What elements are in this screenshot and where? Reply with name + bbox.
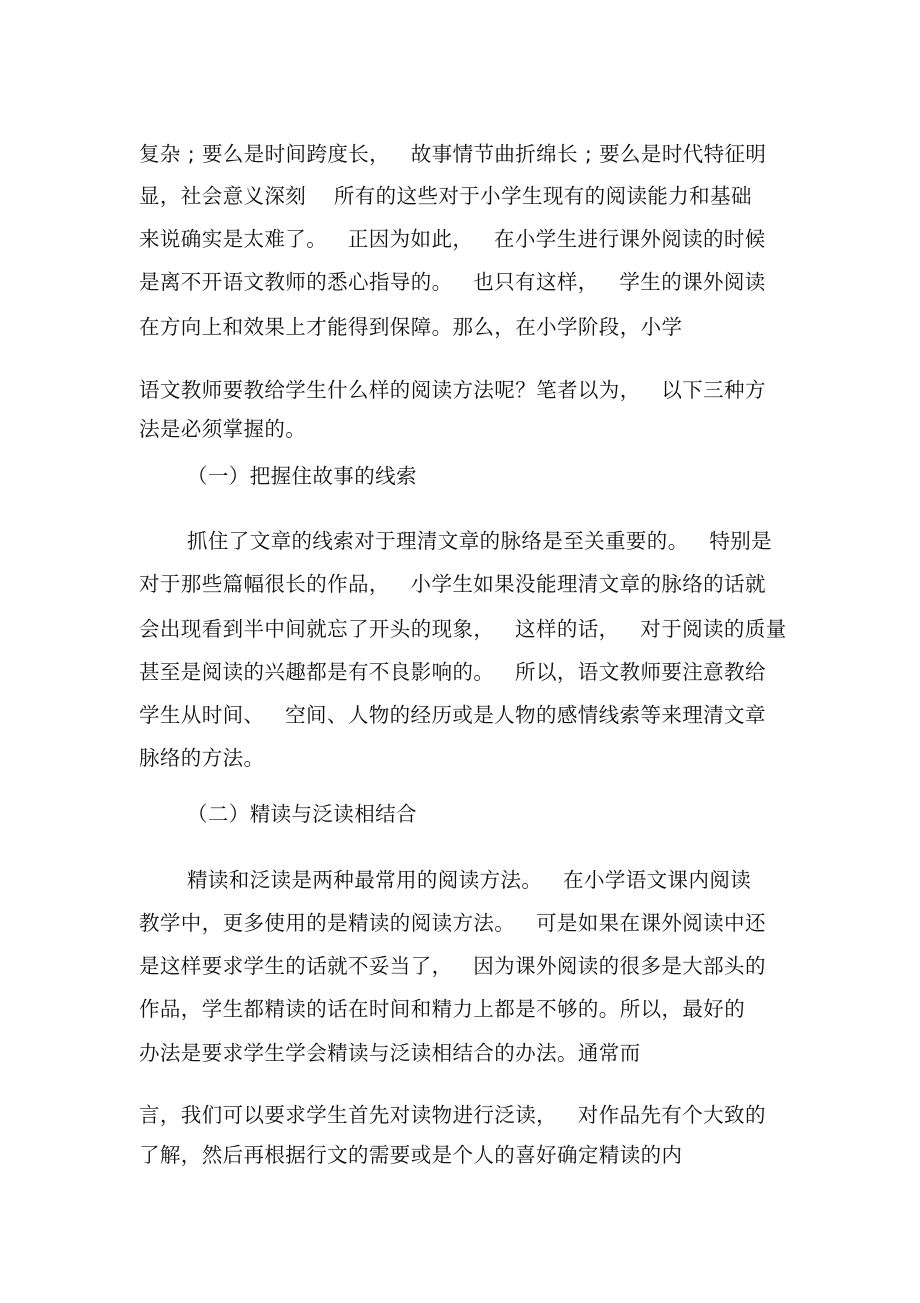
text-line: 办法是要求学生学会精读与泛读相结合的办法。通常而 [139, 1041, 641, 1065]
text-line: 作品，学生都精读的话在时间和精力上都是不够的。所以，最好的 [139, 997, 746, 1021]
text-line: 在方向上和效果上才能得到保障。那么，在小学阶段，小学 [139, 315, 683, 339]
text-line: 复杂 ; 要么是时间跨度长， 故事情节曲折绵长 ; 要么是时代特征明 [139, 142, 767, 166]
text-line: 教学中，更多使用的是精读的阅读方法。 可是如果在课外阅读中还 [139, 911, 766, 935]
text-line: 法是必须掌握的。 [139, 417, 307, 441]
text-line: 对于那些篇幅很长的作品， 小学生如果没能理清文章的脉络的话就 [139, 572, 766, 596]
text-line: 是离不开语文教师的悉心指导的。 也只有这样， 学生的课外阅读 [139, 270, 766, 294]
text-line: 语文教师要教给学生什么样的阅读方法呢？笔者以为， 以下三种方 [139, 378, 766, 402]
text-line: 了解，然后再根据行文的需要或是个人的喜好确定精读的内 [139, 1143, 683, 1167]
section-heading-1: （一）把握住故事的线索 [187, 464, 417, 488]
paragraph-first-line: 抓住了文章的线索对于理清文章的脉络是至关重要的。 特别是 [187, 529, 773, 553]
text-line: 脉络的方法。 [139, 746, 265, 770]
text-line: 学生从时间、 空间、人物的经历或是人物的感情线索等来理清文章 [139, 703, 766, 727]
text-line: 甚至是阅读的兴趣都是有不良影响的。 所以，语文教师要注意教给 [139, 660, 766, 684]
text-line: 会出现看到半中间就忘了开头的现象， 这样的话， 对于阅读的质量 [139, 617, 787, 641]
text-line: 是这样要求学生的话就不妥当了， 因为课外阅读的很多是大部头的 [139, 954, 766, 978]
paragraph-first-line: 精读和泛读是两种最常用的阅读方法。 在小学语文课内阅读 [187, 868, 752, 892]
text-line: 显，社会意义深刻 所有的这些对于小学生现有的阅读能力和基础 [139, 184, 752, 208]
text-line: 言，我们可以要求学生首先对读物进行泛读， 对作品先有个大致的 [139, 1103, 766, 1127]
section-heading-2: （二）精读与泛读相结合 [187, 802, 417, 826]
text-line: 来说确实是太难了。 正因为如此， 在小学生进行课外阅读的时候 [139, 227, 766, 251]
